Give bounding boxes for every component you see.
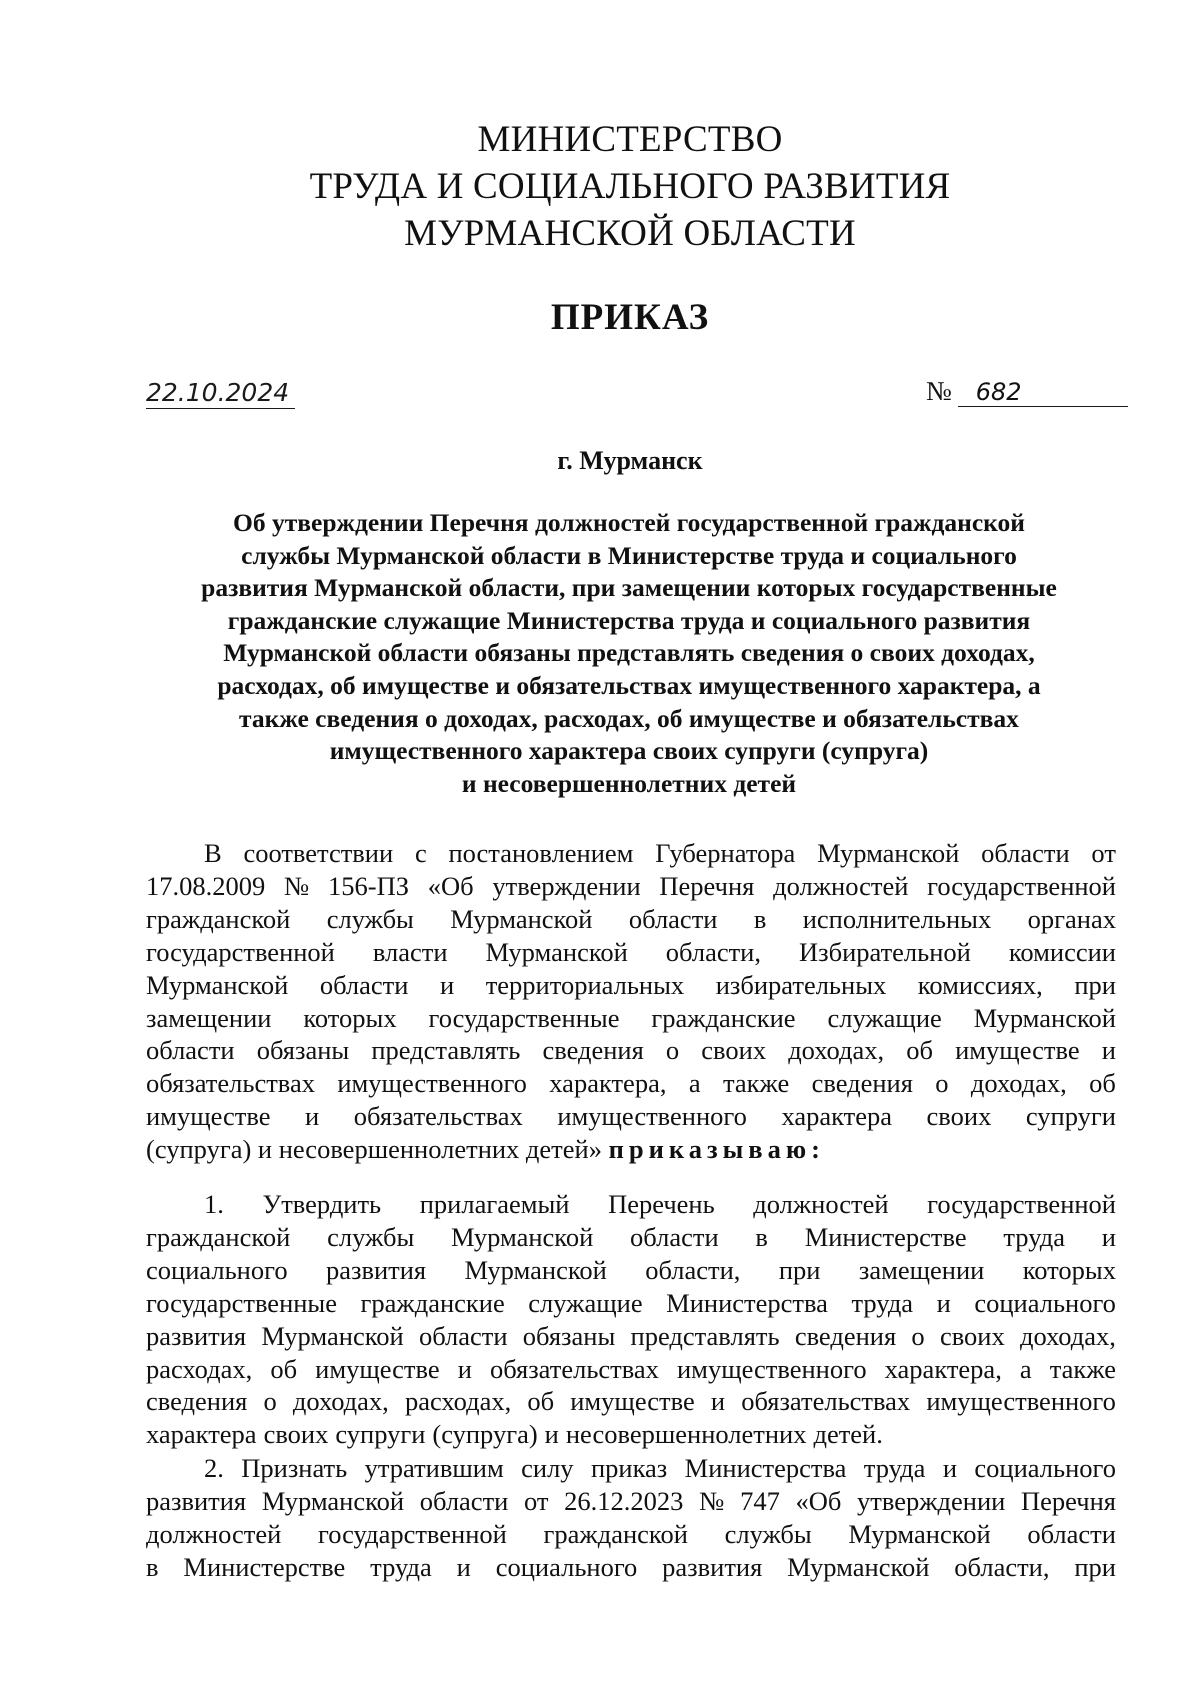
word: о <box>911 1320 925 1351</box>
word: гражданской <box>146 1221 291 1252</box>
word: 1. <box>204 1189 224 1219</box>
final-line <box>146 1133 1116 1166</box>
word: области <box>981 838 1070 868</box>
word: которых <box>303 1002 397 1033</box>
subject-line: и несовершеннолетних детей <box>461 768 797 798</box>
word: соответствии <box>243 838 394 868</box>
word: сведения <box>794 1320 897 1351</box>
word: доходах, <box>1019 1320 1116 1351</box>
word: развития <box>325 1254 427 1285</box>
ministry-line: МИНИСТЕРСТВО <box>477 119 783 160</box>
word: Министерства <box>684 1453 847 1483</box>
word: территориальных <box>485 969 685 1000</box>
word: и <box>936 1287 951 1318</box>
word: детей. <box>813 1419 883 1450</box>
word: обязательствах <box>353 1101 523 1132</box>
word: обязательствах <box>489 1353 659 1384</box>
preamble-paragraph <box>146 837 1116 1166</box>
word: развития <box>146 1485 247 1516</box>
word: Перечня <box>1021 1485 1116 1516</box>
final-line <box>146 1418 1116 1451</box>
word: имущественного <box>677 1353 867 1384</box>
word: обязательствах <box>741 1386 911 1417</box>
word: обязательствах <box>146 1068 315 1099</box>
word: имуществе <box>570 1386 695 1417</box>
word: исполнительных <box>802 903 992 934</box>
word: доходах, <box>788 1035 885 1066</box>
word: о <box>263 1386 277 1417</box>
justified-line <box>146 1034 1116 1067</box>
word: и <box>456 1551 471 1582</box>
word: супруги <box>1025 1101 1116 1132</box>
justified-line <box>146 837 1116 870</box>
word: государственной <box>927 1189 1116 1219</box>
word: об <box>270 1353 298 1384</box>
word: при <box>1074 969 1116 1000</box>
word: 747 <box>740 1485 780 1516</box>
word: об <box>527 1386 555 1417</box>
word: Мурманской <box>261 1485 405 1516</box>
word: также <box>722 1068 790 1099</box>
word: Мурманской <box>485 936 628 967</box>
word: (супруга) <box>432 1419 538 1450</box>
word: имуществе <box>315 1353 440 1384</box>
word: области <box>319 969 409 1000</box>
justified-line <box>146 936 1116 969</box>
word: службы <box>327 1221 415 1252</box>
word: обязаны <box>522 1320 616 1351</box>
word: комиссии <box>1008 936 1116 967</box>
word: расходах, <box>146 1353 253 1384</box>
word: Мурманской <box>261 1320 404 1351</box>
word: имуществе <box>955 1035 1080 1066</box>
word: власти <box>372 936 448 967</box>
word: органах <box>1027 903 1116 934</box>
word: области <box>630 1221 719 1252</box>
word: своих <box>926 1101 992 1132</box>
word: Мурманской <box>973 1002 1116 1033</box>
word: в <box>755 1221 768 1252</box>
justified-line <box>146 1287 1116 1320</box>
word: Перечень <box>608 1189 715 1219</box>
word: доходах, <box>970 1068 1067 1099</box>
word: государственные <box>428 1002 620 1033</box>
document-type: ПРИКАЗ <box>550 297 710 338</box>
word: Мурманской <box>146 969 289 1000</box>
word: и <box>439 969 455 1000</box>
word: своих <box>701 1035 767 1066</box>
word: постановлением <box>448 838 634 868</box>
justified-line <box>146 1452 1116 1485</box>
justified-line <box>146 969 1116 1002</box>
word: с <box>414 838 427 868</box>
word: избирательных <box>715 969 887 1000</box>
word: службы <box>724 1518 812 1549</box>
subject-line: также сведения о доходах, расходах, об имуществе и обязательствах <box>239 703 1019 733</box>
word: силу <box>521 1453 574 1483</box>
subject-line: гражданские служащие Министерства труда и социального развития <box>227 605 1031 635</box>
justified-line <box>146 1320 1116 1353</box>
subject-line: Об утверждении Перечня должностей государственной гражданской <box>233 508 1025 537</box>
order-subject <box>146 507 1112 800</box>
word: Мурманской <box>848 1518 991 1549</box>
word: и <box>710 1386 726 1417</box>
word: Министерства <box>666 1287 828 1318</box>
justified-line <box>146 1551 1116 1584</box>
word: области, <box>665 936 761 967</box>
word: труда <box>1003 1221 1066 1252</box>
word: замещении <box>858 1254 985 1285</box>
word: должностей <box>773 870 909 901</box>
subject-line: расходах, об имуществе и обязательствах имущественного характера, а <box>217 670 1041 700</box>
word: в <box>146 1551 159 1582</box>
word: гражданской <box>543 1518 688 1549</box>
word: 156-ПЗ <box>328 870 410 901</box>
ministry-title <box>0 116 1200 257</box>
word: области <box>146 1035 235 1066</box>
word: утверждении <box>492 870 641 901</box>
justified-line <box>146 1254 1116 1287</box>
word: приказ <box>590 1453 668 1483</box>
word: социального <box>974 1287 1116 1318</box>
justified-line <box>146 1100 1116 1133</box>
word: Перечня <box>659 870 755 901</box>
word: № <box>699 1485 725 1516</box>
word: своих <box>263 1419 329 1450</box>
word: обязаны <box>256 1035 350 1066</box>
word: которых <box>1022 1254 1116 1285</box>
word: и <box>942 1453 958 1483</box>
word: области <box>418 1320 508 1351</box>
word: труда <box>851 1287 914 1318</box>
word: развития <box>146 1320 247 1351</box>
justified-line <box>146 1221 1116 1254</box>
ministry-line: МУРМАНСКОЙ ОБЛАСТИ <box>404 213 856 254</box>
word: государственной <box>927 870 1116 901</box>
word: об <box>906 1035 933 1066</box>
word: должностей <box>146 1518 282 1549</box>
word: расходах, <box>404 1386 512 1417</box>
word: социального <box>495 1551 638 1582</box>
word: гражданские <box>360 1287 505 1318</box>
justified-line <box>146 1188 1116 1221</box>
word: области <box>1027 1518 1116 1549</box>
word: социального <box>974 1453 1116 1483</box>
word: своих <box>939 1320 1005 1351</box>
word: и <box>544 1419 559 1450</box>
number-label: № <box>926 376 952 406</box>
word: Мурманской <box>464 1254 607 1285</box>
justified-line <box>146 1067 1116 1100</box>
word: области <box>628 903 718 934</box>
word: и <box>1101 1035 1116 1066</box>
word: в <box>753 903 767 934</box>
city-line: г. Мурманск <box>557 446 703 475</box>
word: комиссиях, <box>917 969 1043 1000</box>
word: характера <box>146 1419 257 1450</box>
word: службы <box>326 903 414 934</box>
word: также <box>1049 1353 1116 1384</box>
word: прилагаемый <box>419 1189 570 1219</box>
word: Избирательной <box>798 936 971 967</box>
word: супруги <box>335 1419 426 1450</box>
word: области, <box>954 1551 1050 1582</box>
word: сведения <box>542 1035 644 1066</box>
word: несовершеннолетних <box>565 1419 807 1450</box>
word: должностей <box>753 1189 889 1219</box>
word: труда <box>370 1551 432 1582</box>
justified-line <box>146 1518 1116 1551</box>
word: 17.08.2009 <box>146 870 266 901</box>
word: В <box>204 838 222 868</box>
word: имущественного <box>926 1386 1116 1417</box>
subject-line: развития Мурманской области, при замещении которых государственные <box>201 573 1057 603</box>
word: развития <box>662 1551 763 1582</box>
word: сведения <box>811 1068 913 1099</box>
word: утратившим <box>364 1453 504 1483</box>
word: служащие <box>827 1002 942 1033</box>
handwritten-number: 682 <box>958 378 1128 407</box>
word: 2. <box>204 1453 224 1483</box>
word: от <box>524 1485 549 1516</box>
word: характера <box>781 1101 892 1132</box>
word: области, <box>645 1254 741 1285</box>
preamble-last-text: (супруга) и несовершеннолетних детей» <box>146 1134 602 1165</box>
subject-line: имущественного характера своих супруги (супруга) <box>329 736 929 766</box>
word: и <box>1101 1221 1116 1252</box>
word: государственные <box>146 1287 337 1318</box>
word: Губернатора <box>655 838 796 868</box>
word: государственной <box>146 936 335 967</box>
word: и <box>457 1353 472 1384</box>
word: об <box>1089 1068 1116 1099</box>
word: Признать <box>241 1453 348 1483</box>
word: гражданские <box>651 1002 796 1033</box>
handwritten-date: 22.10.2024 <box>146 378 295 409</box>
justified-line <box>146 903 1116 936</box>
item-2-paragraph <box>146 1452 1116 1584</box>
word: гражданской <box>146 903 291 934</box>
subject-line: Мурманской области обязаны представлять сведения о своих доходах, <box>223 638 1035 668</box>
word: доходах, <box>292 1386 389 1417</box>
word: а <box>1019 1353 1032 1384</box>
word: а <box>688 1068 701 1099</box>
word: имущественного <box>337 1068 527 1099</box>
word: Мурманской <box>787 1551 930 1582</box>
word: Мурманской <box>451 1221 594 1252</box>
word: замещении <box>146 1002 272 1033</box>
word: государственной <box>317 1518 507 1549</box>
word: при <box>778 1254 821 1285</box>
word: Утвердить <box>262 1189 382 1219</box>
word: от <box>1091 838 1116 868</box>
word: утверждении <box>857 1485 1006 1516</box>
justified-line <box>146 1485 1116 1518</box>
word: представлять <box>630 1320 780 1351</box>
word: при <box>1074 1551 1116 1582</box>
word: Министерстве <box>804 1221 967 1252</box>
justified-line <box>146 870 1116 903</box>
word: области <box>419 1485 509 1516</box>
word: о <box>665 1035 680 1066</box>
justified-line <box>146 1002 1116 1035</box>
subject-line: службы Мурманской области в Министерстве труда и социального <box>241 540 1017 570</box>
ministry-line: ТРУДА И СОЦИАЛЬНОГО РАЗВИТИЯ <box>309 166 951 207</box>
justified-line <box>146 1353 1116 1386</box>
word: «Об <box>427 870 474 901</box>
word: «Об <box>795 1485 842 1516</box>
order-word: приказываю: <box>608 1134 825 1165</box>
word: № <box>283 870 310 901</box>
word: социального <box>146 1254 288 1285</box>
word: сведения <box>146 1386 248 1417</box>
word: имущественного <box>557 1101 747 1132</box>
word: имуществе <box>146 1101 271 1132</box>
word: Мурманской <box>817 838 960 868</box>
word: Министерстве <box>183 1551 346 1582</box>
word: и <box>305 1101 320 1132</box>
word: представлять <box>371 1035 521 1066</box>
word: служащие <box>528 1287 643 1318</box>
word: о <box>935 1068 949 1099</box>
word: характера, <box>549 1068 667 1099</box>
item-1-paragraph <box>146 1188 1116 1451</box>
document-number <box>926 376 1128 407</box>
justified-line <box>146 1385 1116 1418</box>
word: труда <box>863 1453 926 1483</box>
word: характера, <box>884 1353 1002 1384</box>
word: 26.12.2023 <box>564 1485 684 1516</box>
word: Мурманской <box>450 903 593 934</box>
